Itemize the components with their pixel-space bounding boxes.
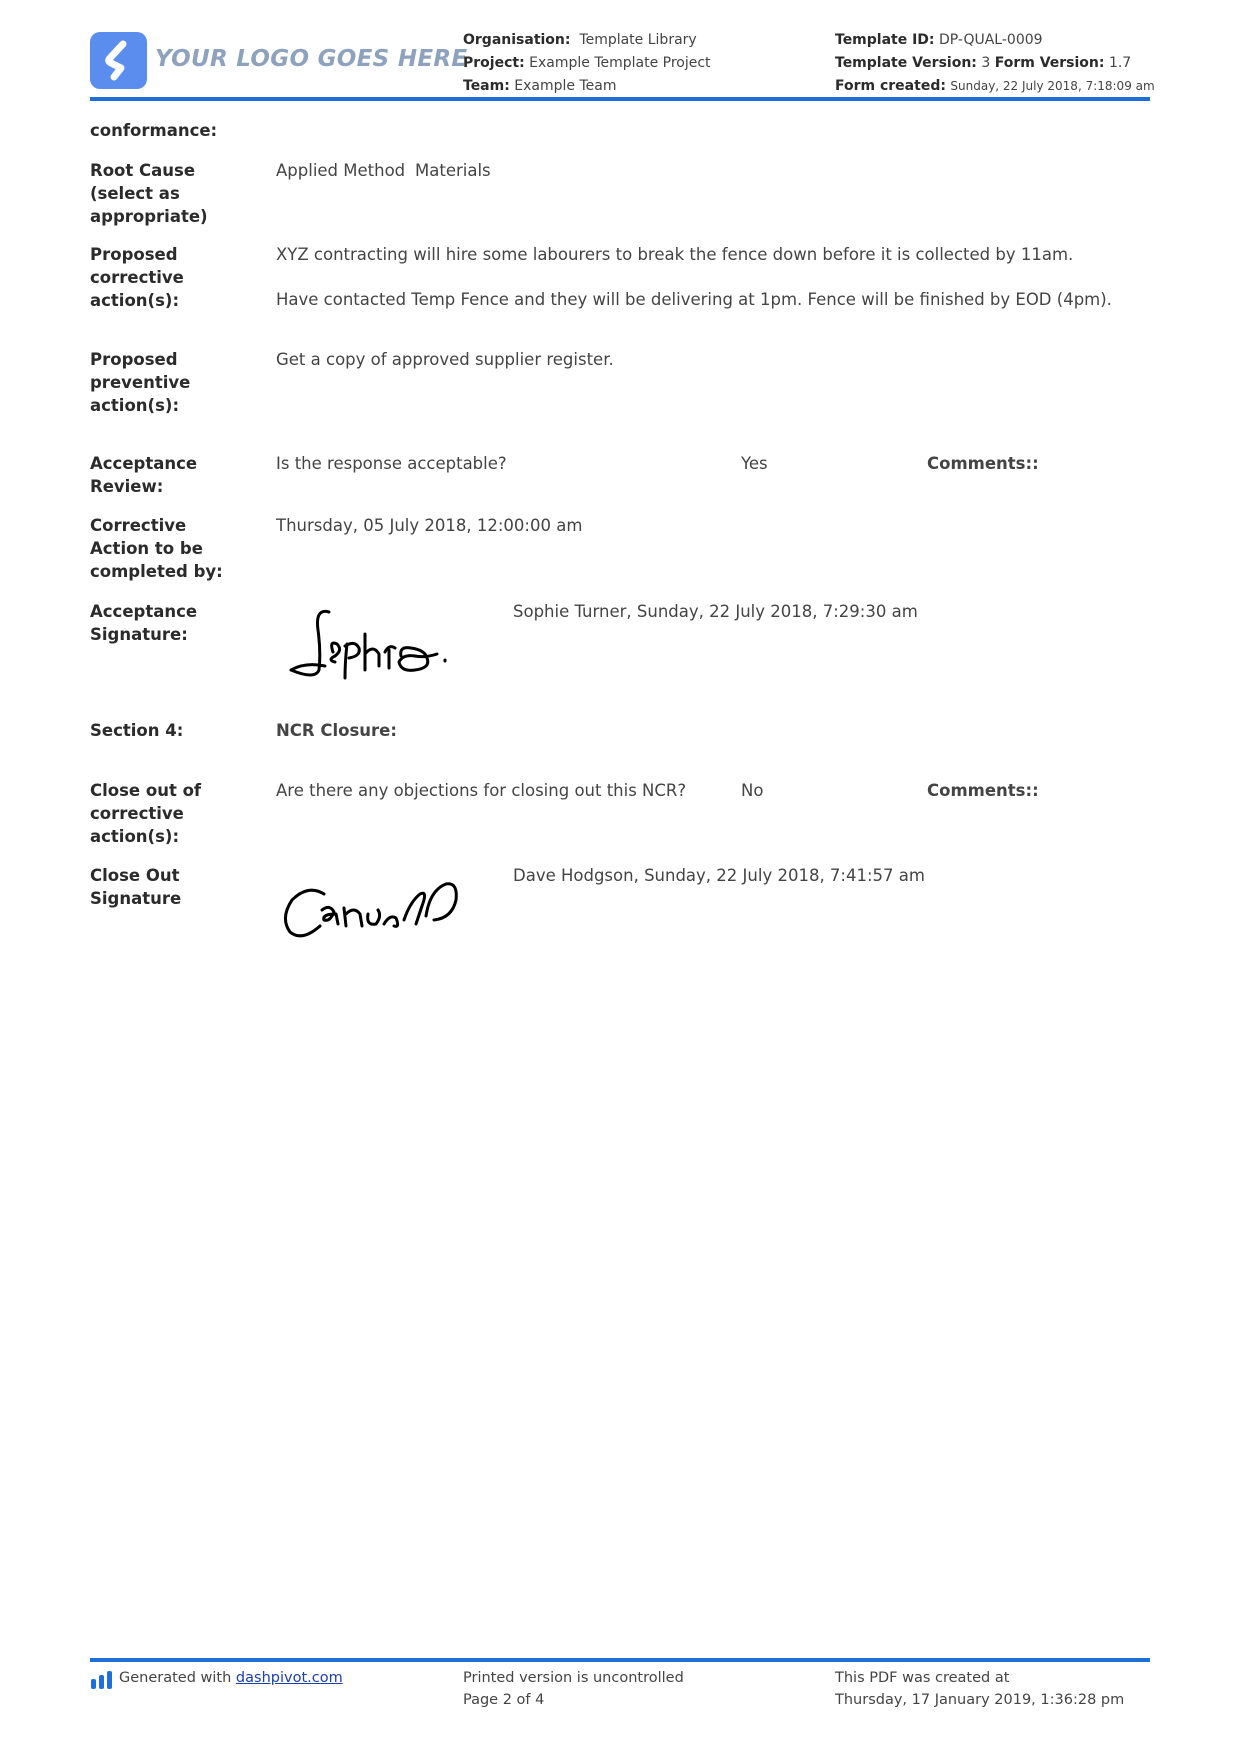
footer-printed-notice: Printed version is uncontrolled [463,1670,684,1686]
header-organisation: Organisation: Template Library [463,32,697,48]
close-out-signature-label: Close Out Signature [90,866,182,908]
root-cause-label: Root Cause (select as appropriate) [90,161,208,226]
completion-date: Thursday, 05 July 2018, 12:00:00 am [276,516,583,535]
corrective-action-line-1: XYZ contracting will hire some labourers to break the fence down before it is collected by 11am. [276,245,1074,264]
footer-generated: Generated with dashpivot.com [119,1670,343,1686]
root-cause-value-1: Applied Method [276,161,406,180]
header-team: Team: Example Team [463,78,617,94]
preventive-action-value: Get a copy of approved supplier register. [276,350,614,369]
dashpivot-link[interactable]: dashpivot.com [235,1670,343,1686]
footer-divider [90,1658,1150,1662]
corrective-action-label: Proposed corrective action(s): [90,245,184,310]
close-out-signed-by: Dave Hodgson, Sunday, 22 July 2018, 7:41:57 am [513,866,925,885]
preventive-action-label: Proposed preventive action(s): [90,350,191,415]
acceptance-review-question: Is the response acceptable? [276,454,507,473]
acceptance-review-comments-label: Comments:: [927,454,1039,473]
header-template-id: Template ID: DP-QUAL-0009 [835,32,1043,48]
root-cause-value-2: Materials [415,161,491,180]
header-divider [90,97,1150,101]
close-out-signature-image [280,870,470,954]
close-out-comments-label: Comments:: [927,781,1039,800]
acceptance-review-answer: Yes [741,454,768,473]
conformance-label: conformance: [90,121,218,140]
close-out-answer: No [741,781,764,800]
acceptance-signature-label: Acceptance Signature: [90,602,198,644]
header-version: Template Version: 3 Form Version: 1.7 [835,55,1132,71]
dashpivot-icon [90,1670,114,1694]
close-out-question: Are there any objections for closing out this NCR? [276,781,687,800]
completion-label: Corrective Action to be completed by: [90,516,223,581]
section-4-label: Section 4: [90,721,184,740]
header-form-created: Form created: Sunday, 22 July 2018, 7:18:09 am [835,78,1155,94]
close-out-label: Close out of corrective action(s): [90,781,202,846]
acceptance-review-label: Acceptance Review: [90,454,198,496]
corrective-action-line-2: Have contacted Temp Fence and they will be delivering at 1pm. Fence will be finished by EOD (4pm). [276,290,1112,309]
logo-icon [90,32,147,89]
footer-created-label: This PDF was created at [835,1670,1010,1686]
footer-created-value: Thursday, 17 January 2019, 1:36:28 pm [835,1692,1125,1708]
footer-page-info: Page 2 of 4 [463,1692,545,1708]
header-project: Project: Example Template Project [463,55,711,71]
logo-text: YOUR LOGO GOES HERE [155,46,468,72]
acceptance-signature-image [285,600,485,694]
section-4-title: NCR Closure: [276,721,397,740]
acceptance-signed-by: Sophie Turner, Sunday, 22 July 2018, 7:29:30 am [513,602,918,621]
